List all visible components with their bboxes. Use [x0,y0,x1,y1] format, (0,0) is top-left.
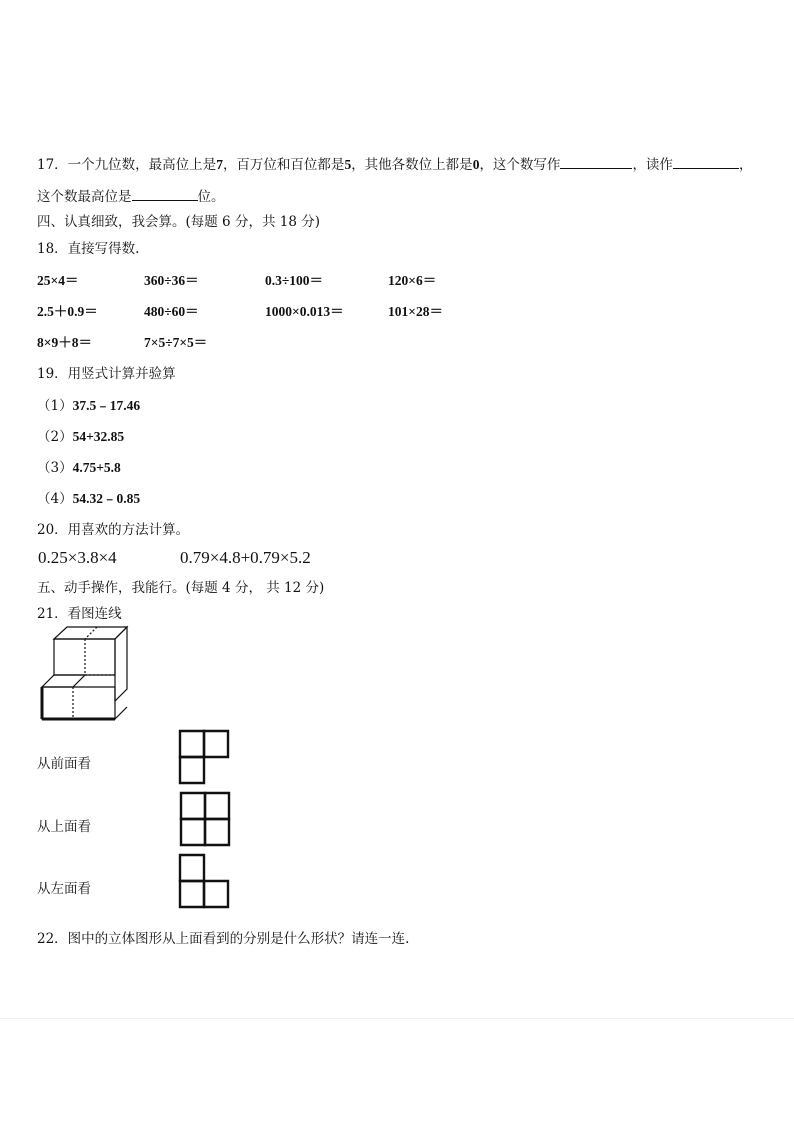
q19-item: （2）54+32.85 [37,429,125,445]
view-shape-l-top-two[interactable] [178,729,232,785]
q19-item: （3）4.75+5.8 [37,460,121,476]
view-label-front: 从前面看 [37,756,91,772]
q18-item: 7×5÷7×5＝ [144,335,208,350]
q18-item: 360÷36＝ [144,273,199,288]
q20-title: 20．用喜欢的方法计算。 [37,522,190,538]
q18-item: 8×9＋8＝ [37,335,92,350]
q18-item: 2.5＋0.9＝ [37,304,98,319]
q20-expression-2: 0.79×4.8+0.79×5.2 [180,548,311,567]
q18-item: 1000×0.013＝ [265,304,344,319]
q19-item: （1）37.5﹣17.46 [37,398,141,414]
view-label-left: 从左面看 [37,881,91,897]
q18-item: 480÷60＝ [144,304,199,319]
q20-expression-1: 0.25×3.8×4 [38,548,117,567]
q22-title: 22．图中的立体图形从上面看到的分别是什么形状？请连一连. [37,931,410,947]
q17-line2: 这个数最高位是 位。 [37,189,225,205]
answer-blank-read[interactable] [673,155,739,169]
q19-title: 19．用竖式计算并验算 [37,366,176,382]
q18-item: 25×4＝ [37,273,79,288]
q18-item: 101×28＝ [388,304,443,319]
section-4-title: 四、认真细致，我会算。(每题 6 分，共 18 分) [37,214,320,230]
q17-line1: 17．一个九位数，最高位上是7，百万位和百位都是5，其他各数位上都是0，这个数写作 ，读作 ， [37,157,753,173]
view-shape-l-bottom-two[interactable] [178,853,232,909]
answer-blank-highest-place[interactable] [132,187,198,201]
view-shape-square-four[interactable] [179,791,233,847]
q19-item: （4）54.32﹣0.85 [37,491,141,507]
q18-item: 120×6＝ [388,273,437,288]
view-label-top: 从上面看 [37,819,91,835]
answer-blank-written[interactable] [560,155,632,169]
solid-figure-diagram [36,624,132,722]
q18-item: 0.3÷100＝ [265,273,324,288]
page-divider [0,1018,794,1019]
q21-title: 21．看图连线 [37,606,122,622]
q18-title: 18．直接写得数. [37,241,140,257]
section-5-title: 五、动手操作，我能行。(每题 4 分， 共 12 分) [37,580,325,596]
